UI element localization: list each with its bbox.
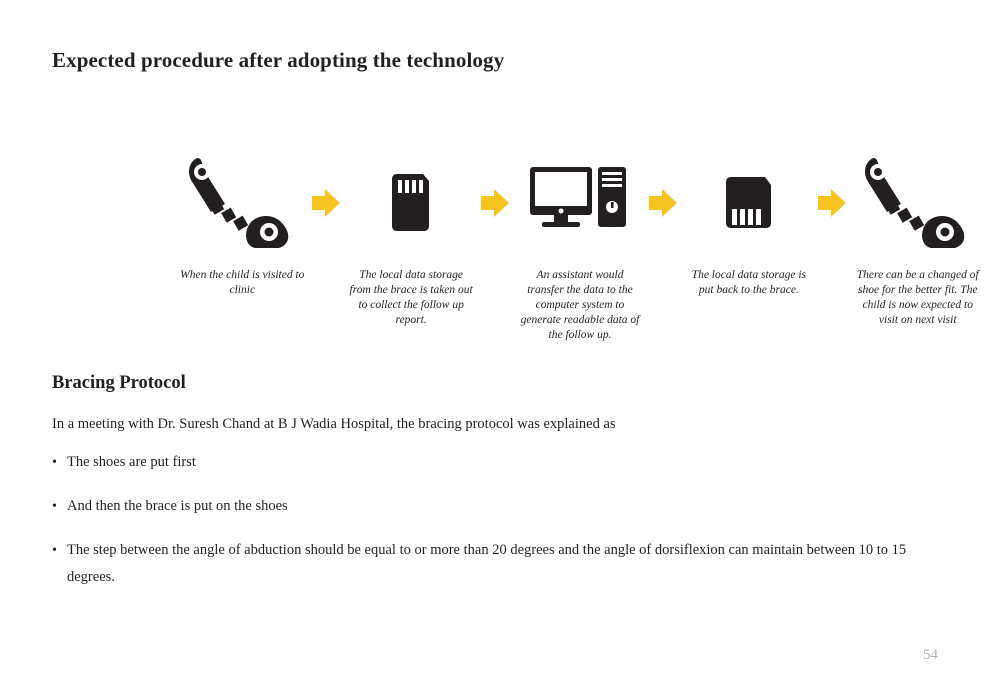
flow-caption-5: There can be a changed of shoe for the better fit. The child is now expected to visit on next visit — [856, 269, 979, 326]
bullet-marker: • — [52, 455, 57, 470]
list-item-text: The shoes are put first — [67, 454, 196, 470]
list-item-text: The step between the angle of abduction should be equal to or more than 20 degrees and the angle of dorsiflexion can maintain between 10 to 15 degrees. — [67, 542, 907, 585]
flow-step-3 — [518, 140, 643, 265]
flow-step-1 — [180, 140, 305, 265]
flow-step-2 — [349, 140, 474, 265]
right-arrow-icon — [649, 189, 679, 217]
list-item-text: And then the brace is put on the shoes — [67, 498, 288, 514]
desktop-computer-icon — [530, 167, 630, 239]
list-item — [52, 449, 952, 476]
memory-card-icon — [389, 174, 433, 232]
right-arrow-icon — [481, 189, 511, 217]
list-item — [52, 493, 952, 520]
page-number: 54 — [923, 647, 938, 663]
foot-abduction-brace-icon — [181, 150, 303, 255]
flow-arrow-3 — [642, 140, 686, 265]
flow-icon-row — [180, 140, 980, 265]
memory-card-inserted-icon — [725, 177, 773, 229]
flow-caption-3: An assistant would transfer the data to the computer system to generate readable data of the follow up. — [520, 269, 640, 341]
list-item — [52, 537, 952, 591]
page-title: Expected procedure after adopting the technology — [52, 48, 505, 72]
flow-step-5 — [855, 140, 980, 265]
flow-arrow-1 — [305, 140, 349, 265]
right-arrow-icon — [818, 189, 848, 217]
bullet-marker: • — [52, 543, 57, 558]
right-arrow-icon — [312, 189, 342, 217]
foot-abduction-brace-icon — [857, 150, 979, 255]
process-flow-diagram — [180, 140, 980, 355]
bullet-list — [52, 449, 952, 608]
intro-paragraph: In a meeting with Dr. Suresh Chand at B J Wadia Hospital, the bracing protocol was explained as — [52, 416, 616, 432]
bullet-marker: • — [52, 499, 57, 514]
section-title: Bracing Protocol — [52, 373, 186, 393]
flow-caption-4: The local data storage is put back to the brace. — [691, 269, 807, 296]
flow-arrow-2 — [473, 140, 517, 265]
flow-caption-2: The local data storage from the brace is taken out to collect the follow up report. — [349, 269, 473, 326]
flow-step-4 — [687, 140, 812, 265]
flow-caption-row — [180, 268, 980, 343]
flow-arrow-4 — [811, 140, 855, 265]
flow-caption-1: When the child is visited to clinic — [180, 269, 305, 296]
